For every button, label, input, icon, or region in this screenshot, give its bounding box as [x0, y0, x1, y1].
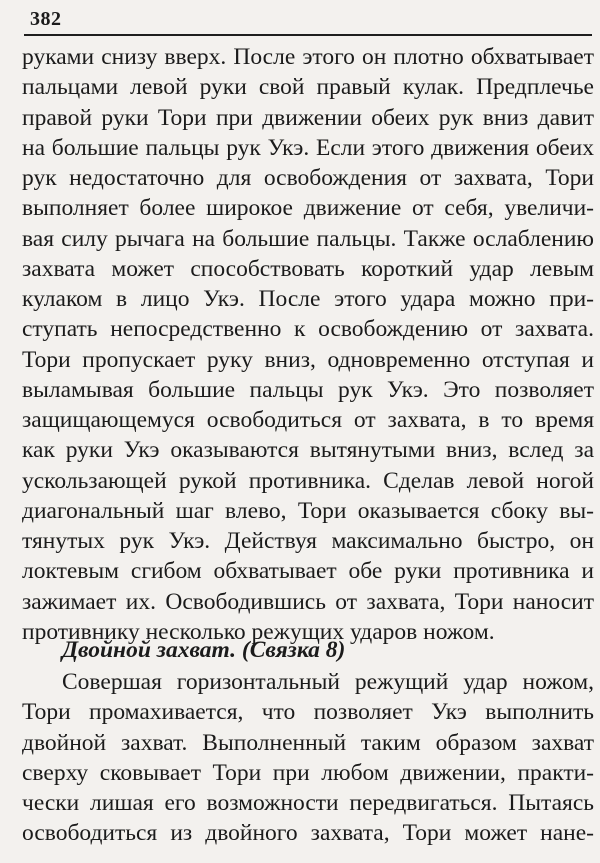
text-line: выламывая большие пальцы рук Укэ. Это позволяет — [22, 376, 594, 403]
text-line: ступать непосредственно к освобождению от захвата. — [22, 316, 594, 343]
text-line: как руки Укэ оказываются вытянутыми вниз, вслед за — [22, 437, 594, 464]
paragraph-1 — [22, 42, 594, 647]
text-line: рук недостаточно для освобождения от захвата, Тори — [22, 165, 594, 191]
text-line: освободиться из двойного захвата, Тори может нане- — [22, 820, 594, 847]
text-line: кулаком в лицо Укэ. После этого удара можно при- — [22, 286, 594, 312]
text-line: зажимает их. Освободившись от захвата, Тори наносит — [22, 588, 594, 615]
text-line: локтевым сгибом обхватывает обе руки противника и — [22, 558, 594, 585]
text-line: Тори промахивается, что позволяет Укэ выполнить — [22, 699, 594, 726]
page-number: 382 — [30, 8, 62, 30]
text-line: на большие пальцы рук Укэ. Если этого движения обеих — [22, 134, 594, 161]
text-line: захвата может способствовать короткий удар левым — [22, 255, 594, 282]
text-line: правой руки Тори при движении обеих рук вниз давит — [22, 104, 594, 131]
text-line: пальцами левой руки свой правый кулак. Предплечье — [22, 74, 594, 101]
text-line: диагональный шаг влево, Тори оказывается сбоку вы- — [22, 497, 594, 524]
paragraph-2 — [22, 667, 594, 849]
text-line: ускользающей рукой противника. Сделав левой ногой — [22, 467, 594, 494]
text-line: выполняет более широкое движение от себя, увеличи- — [22, 195, 594, 222]
section-heading: Двойной захват. (Связка 8) — [62, 637, 346, 663]
text-line: руками снизу вверх. После этого он плотно обхватывает — [22, 44, 594, 70]
text-line: Совершая горизонтальный режущий удар ножом, — [62, 669, 594, 695]
text-line: Тори пропускает руку вниз, одновременно отступая и — [22, 346, 594, 373]
text-line: противнику несколько режущих ударов ножом. — [22, 618, 495, 645]
text-line: чески лишая его возможности передвигаться. Пытаясь — [22, 790, 594, 816]
text-line: сверху сковывает Тори при любом движении, практи- — [22, 759, 594, 786]
text-line: вая силу рычага на большие пальцы. Также ослаблению — [22, 225, 594, 252]
header-rule — [24, 34, 592, 36]
text-line: двойной захват. Выполненный таким образом захват — [22, 729, 594, 756]
text-line: защищающемуся освободиться от захвата, в то время — [22, 407, 594, 433]
text-line: тянутых рук Укэ. Действуя максимально быстро, он — [22, 528, 594, 554]
